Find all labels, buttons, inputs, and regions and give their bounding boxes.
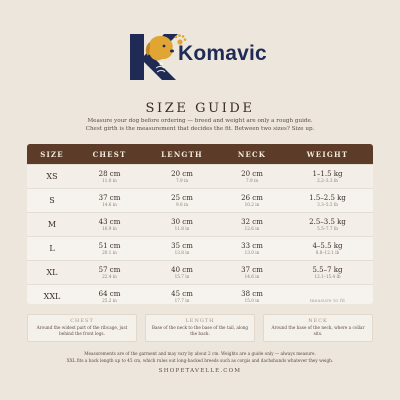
weight-cell <box>282 194 373 207</box>
weight-kg: 5.5–7 kg <box>312 266 343 274</box>
neck-cell <box>222 218 282 231</box>
note-chest <box>27 314 137 342</box>
weight-lb: 5.5–7.7 lb <box>317 226 338 231</box>
length-cell <box>142 194 222 207</box>
chest-in: 11.0 in <box>102 178 117 183</box>
neck-cm: 20 cm <box>241 170 263 178</box>
length-in: 17.7 in <box>174 298 190 303</box>
length-in: 7.9 in <box>175 178 189 183</box>
weight-kg: 1–1.5 kg <box>312 170 343 178</box>
footnote-line: XXL fits a back length up to 45 cm, which rules out long-backed breeds such as corgis and dachshunds whatever they weigh. <box>66 357 334 363</box>
length-cm: 35 cm <box>171 242 193 250</box>
length-in: 13.8 in <box>174 250 190 255</box>
size-cell: S <box>49 196 55 205</box>
weight-cell <box>282 218 373 231</box>
size-table <box>27 144 373 304</box>
neck-in: 13.0 in <box>244 250 260 255</box>
chest-cell <box>77 194 142 207</box>
chest-in: 16.9 in <box>102 226 117 231</box>
neck-cm: 37 cm <box>241 266 263 274</box>
intro-line: Chest girth is the measurement that decides the fit. Between two sizes? Size up. <box>85 126 315 132</box>
neck-cell <box>222 290 282 303</box>
note-text: Around the base of the neck, where a collar sits. <box>271 325 365 336</box>
chest-in: 14.6 in <box>102 202 117 207</box>
intro-line: Measure your dog before ordering — breed and weight are only a rough guide. <box>87 118 313 124</box>
size-cell: L <box>49 244 55 253</box>
chest-cell <box>77 290 142 303</box>
header-weight: WEIGHT <box>306 149 349 159</box>
chest-cm: 64 cm <box>98 290 121 298</box>
neck-cm: 33 cm <box>241 242 263 250</box>
brand-name: Komavic <box>178 42 267 65</box>
neck-in: 15.0 in <box>244 298 260 303</box>
neck-cm: 26 cm <box>241 194 263 202</box>
header-chest: CHEST <box>92 149 127 159</box>
length-in: 11.8 in <box>174 226 190 231</box>
size-cell: XS <box>46 172 58 181</box>
weight-kg: 1.5–2.5 kg <box>309 194 346 202</box>
chest-cm: 43 cm <box>98 218 121 226</box>
size-cell: XXL <box>43 292 61 301</box>
neck-cell <box>222 170 282 183</box>
neck-cm: 32 cm <box>241 218 263 226</box>
table-row <box>27 260 373 284</box>
header-length: LENGTH <box>161 149 203 159</box>
table-row <box>27 284 373 304</box>
size-cell: M <box>47 220 57 229</box>
table-row <box>27 164 373 188</box>
chest-in: 25.2 in <box>102 298 117 303</box>
weight-measure-note: measure to fit <box>309 298 346 304</box>
note-title: CHEST <box>70 318 94 324</box>
length-in: 15.7 in <box>174 274 190 279</box>
chest-cell <box>77 170 142 183</box>
table-row <box>27 236 373 260</box>
brand-logo <box>128 28 278 84</box>
chest-in: 20.1 in <box>102 250 117 255</box>
note-neck <box>263 314 373 342</box>
note-length <box>145 314 255 342</box>
neck-in: 14.6 in <box>244 274 260 279</box>
page-title: SIZE GUIDE <box>145 101 255 116</box>
note-title: LENGTH <box>185 318 215 324</box>
neck-cell <box>222 194 282 207</box>
length-cm: 40 cm <box>171 266 193 274</box>
chest-cell <box>77 266 142 279</box>
table-row <box>27 212 373 236</box>
weight-cell <box>282 266 373 279</box>
footnote-line: Measurements are of the garment and may vary by about 2 cm. Weights are a guide only — always measure. <box>84 351 316 356</box>
chest-cell <box>77 218 142 231</box>
footnote <box>60 351 340 364</box>
table-row <box>27 188 373 212</box>
weight-lb: 12.1–15.4 lb <box>314 274 341 279</box>
chest-cm: 51 cm <box>98 242 121 250</box>
neck-in: 7.9 in <box>245 178 259 183</box>
chest-cell <box>77 242 142 255</box>
header-neck: NECK <box>237 149 267 159</box>
weight-cell <box>282 242 373 255</box>
weight-cell <box>282 170 373 183</box>
length-cell <box>142 242 222 255</box>
length-cell <box>142 266 222 279</box>
neck-in: 10.2 in <box>244 202 260 207</box>
measurement-notes <box>27 314 373 342</box>
length-cm: 25 cm <box>171 194 193 202</box>
neck-cell <box>222 242 282 255</box>
weight-lb: 2.2–3.3 lb <box>317 178 338 183</box>
length-cm: 30 cm <box>171 218 193 226</box>
neck-cm: 38 cm <box>241 290 263 298</box>
length-cell <box>142 170 222 183</box>
neck-cell <box>222 266 282 279</box>
length-cm: 45 cm <box>171 290 193 298</box>
length-in: 9.8 in <box>175 202 189 207</box>
weight-cell <box>282 287 373 304</box>
header-size: SIZE <box>40 149 64 159</box>
chest-in: 22.4 in <box>102 274 117 279</box>
note-text: Around the widest part of the ribcage, just behind the front legs. <box>36 325 128 336</box>
table-header <box>27 144 373 164</box>
note-text: Base of the neck to the base of the tail, along the back. <box>151 325 249 336</box>
length-cell <box>142 218 222 231</box>
weight-kg: 4–5.5 kg <box>312 242 343 250</box>
length-cell <box>142 290 222 303</box>
chest-cm: 28 cm <box>98 170 121 178</box>
intro-text <box>40 117 360 133</box>
note-title: NECK <box>308 318 328 324</box>
neck-in: 12.6 in <box>244 226 260 231</box>
weight-kg: 2.5–3.5 kg <box>309 218 346 226</box>
chest-cm: 37 cm <box>98 194 121 202</box>
chest-cm: 57 cm <box>98 266 121 274</box>
store-url[interactable]: SHOPETAVELLE.COM <box>158 368 242 374</box>
size-cell: XL <box>46 268 58 277</box>
weight-lb: 8.8–12.1 lb <box>315 250 340 255</box>
length-cm: 20 cm <box>171 170 193 178</box>
weight-lb: 3.3–5.5 lb <box>317 202 338 207</box>
